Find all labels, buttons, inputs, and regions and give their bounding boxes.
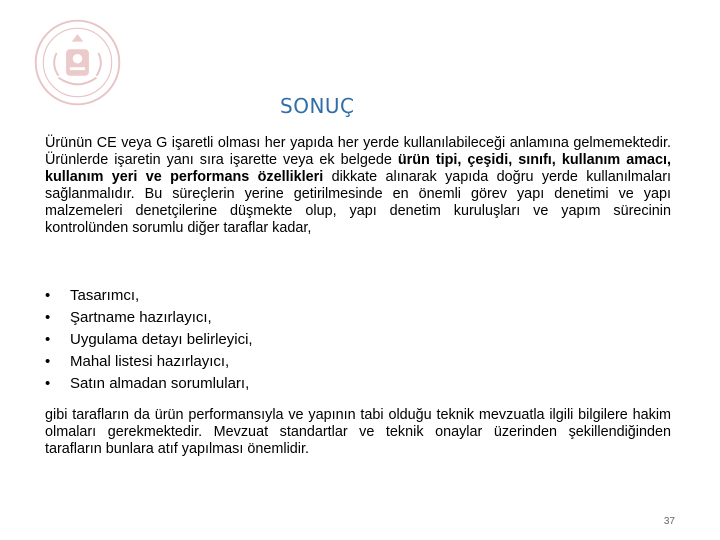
- list-item-text: Şartname hazırlayıcı,: [70, 309, 212, 326]
- intro-text-2: dikkate alınarak yapıda doğru yerde kullanılmaları sağlanmalıdır. Bu süreçlerin yerine getirilmesinde en önemli görev yapı denetimi ve yapı malzemeleri denetçilerine düşmekte olup, yapı denetim kuruluşları ve yapım sürecinin kontrolünden sorumlu diğer taraflar kadar,: [45, 169, 671, 236]
- bullet-symbol: •: [45, 309, 51, 326]
- list-item: [45, 307, 253, 329]
- list-item: [45, 373, 253, 395]
- bullet-symbol: •: [45, 287, 51, 304]
- list-item: [45, 285, 253, 307]
- slide-title: SONUÇ: [280, 94, 355, 118]
- list-item: [45, 351, 253, 373]
- ministry-emblem-logo: [30, 15, 125, 110]
- bullet-symbol: •: [45, 375, 51, 392]
- list-item-text: Tasarımcı,: [70, 287, 140, 304]
- list-item-text: Mahal listesi hazırlayıcı,: [70, 353, 230, 370]
- page-number: 37: [663, 516, 675, 527]
- bullet-symbol: •: [45, 331, 51, 348]
- intro-text-1: Ürünün CE veya G işaretli olması her yapıda her yerde kullanılabileceği anlamına gelmemektedir. Ürünlerde işaretin yanı sıra işarette veya ek belgede: [45, 135, 671, 168]
- responsible-parties-list: [45, 285, 253, 395]
- intro-text-bold: ürün tipi, çeşidi, sınıfı, kullanım amacı, kullanım yeri ve performans özellikleri: [45, 152, 672, 185]
- conclusion-paragraph: gibi tarafların da ürün performansıyla ve yapının tabi olduğu teknik mevzuatla ilgili bilgilere hakim olmaları gerekmektedir. Mevzuat standartlar ve teknik onaylar üzerinden şekillendiğinden tarafların bunlara atıf yapılması önemlidir.: [45, 407, 671, 457]
- list-item-text: Satın almadan sorumluları,: [70, 375, 250, 392]
- intro-paragraph: [45, 135, 671, 237]
- list-item-text: Uygulama detayı belirleyici,: [70, 331, 253, 348]
- bullet-symbol: •: [45, 353, 51, 370]
- list-item: [45, 329, 253, 351]
